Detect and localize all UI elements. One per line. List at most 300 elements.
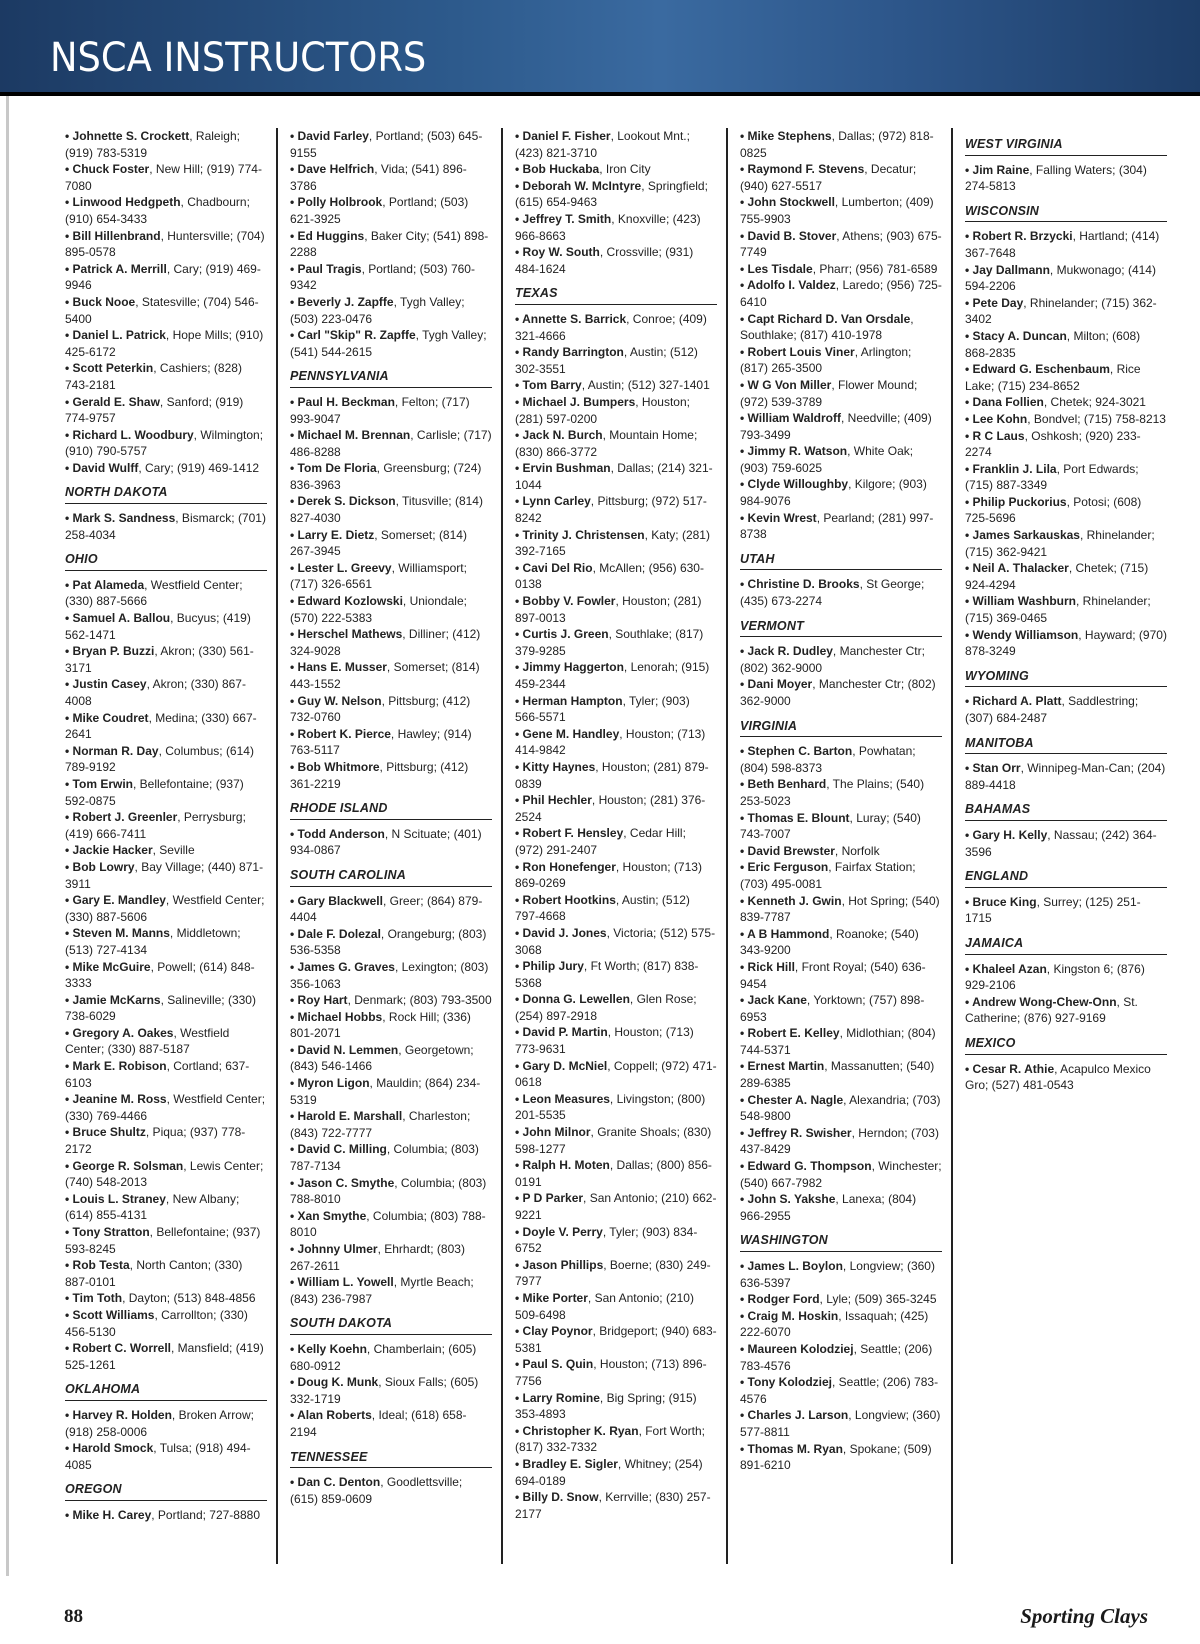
instructor-name: Ron Honefenger <box>522 859 616 874</box>
bullet-icon: • <box>290 993 298 1008</box>
instructor-name: Jeffrey R. Swisher <box>747 1125 852 1140</box>
instructor-entry <box>740 776 942 809</box>
instructor-name: Bob Huckaba <box>522 162 600 177</box>
instructor-location-phone: , Acapulco Mexico Gro; (527) 481-0543 <box>965 1061 1151 1093</box>
instructor-location-phone: , Columbus; (614) 789-9192 <box>65 743 254 775</box>
instructor-name: Linwood Hedgpeth <box>72 195 181 210</box>
instructor-name: Paul H. Beckman <box>297 394 395 409</box>
bullet-icon: • <box>65 677 73 692</box>
bullet-icon: • <box>740 510 748 525</box>
bullet-icon: • <box>515 1158 523 1173</box>
bullet-icon: • <box>515 1025 523 1040</box>
instructor-location-phone: , Perrysburg; (419) 666-7411 <box>65 810 246 841</box>
bullet-icon: • <box>515 1357 523 1372</box>
instructor-location-phone: , Iron City <box>599 162 651 177</box>
bullet-icon: • <box>65 710 73 725</box>
column-divider <box>726 128 728 1564</box>
region-heading: SOUTH CAROLINA <box>290 861 492 887</box>
instructor-location-phone: , Livingston; (800) 201-5535 <box>515 1091 706 1123</box>
instructor-name: Pete Day <box>972 295 1024 310</box>
instructor-entry <box>965 262 1167 295</box>
instructor-location-phone: , New Albany; (614) 855-4131 <box>65 1191 240 1223</box>
instructor-location-phone: , Norfolk <box>834 843 880 858</box>
bullet-icon: • <box>740 477 748 492</box>
instructor-location-phone: , Needville; (409) 793-3499 <box>740 411 932 442</box>
instructor-entry <box>290 759 492 792</box>
bullet-icon: • <box>515 1290 523 1305</box>
instructor-entry <box>290 626 492 659</box>
instructor-location-phone: , Saddlestring; (307) 684-2487 <box>965 694 1139 725</box>
instructor-name: David C. Milling <box>297 1142 387 1157</box>
bullet-icon: • <box>515 461 523 476</box>
bullet-icon: • <box>740 993 748 1008</box>
bullet-icon: • <box>740 1192 748 1207</box>
instructor-name: Raymond F. Stevens <box>747 162 865 177</box>
bullet-icon: • <box>290 926 298 941</box>
bullet-icon: • <box>290 162 298 177</box>
instructor-entry <box>740 926 942 959</box>
instructor-entry <box>515 344 717 377</box>
instructor-location-phone: , Issaquah; (425) 222-6070 <box>740 1308 929 1340</box>
instructor-name: Jay Dallmann <box>972 262 1050 277</box>
instructor-entry <box>65 743 267 776</box>
instructor-entry <box>965 394 1167 411</box>
instructor-location-phone: , Alexandria; (703) 548-9800 <box>740 1092 941 1124</box>
instructor-name: Edward G. Thompson <box>747 1159 872 1174</box>
instructor-location-phone: , Cashiers; (828) 743-2181 <box>65 361 242 392</box>
instructor-entry <box>740 194 942 227</box>
bullet-icon: • <box>965 262 973 277</box>
bullet-icon: • <box>740 677 748 692</box>
region-heading: SOUTH DAKOTA <box>290 1309 492 1335</box>
instructor-location-phone: , Longview; (360) 636-5397 <box>740 1259 935 1290</box>
bullet-icon: • <box>740 377 748 392</box>
instructor-name: John Stockwell <box>747 195 835 210</box>
instructor-name: Harold Smock <box>72 1441 154 1456</box>
bullet-icon: • <box>515 394 523 409</box>
instructor-entry <box>515 427 717 460</box>
instructor-name: Stan Orr <box>972 761 1021 776</box>
instructor-entry <box>290 493 492 526</box>
region-heading: WASHINGTON <box>740 1226 942 1252</box>
instructor-location-phone: , Bondvel; (715) 758-8213 <box>1027 411 1166 426</box>
instructor-location-phone: , Tulsa; (918) 494-4085 <box>65 1441 251 1472</box>
instructor-entry <box>65 1307 267 1340</box>
instructor-location-phone: , Tyler; (903) 834-6752 <box>515 1224 698 1256</box>
instructor-entry <box>65 1407 267 1440</box>
instructor-entry <box>515 991 717 1024</box>
bullet-icon: • <box>65 1258 73 1273</box>
bullet-icon: • <box>740 162 748 177</box>
instructor-name: Neil A. Thalacker <box>972 561 1069 576</box>
bullet-icon: • <box>515 178 523 193</box>
instructor-entry <box>515 726 717 759</box>
bullet-icon: • <box>740 1375 748 1390</box>
instructor-entry <box>740 261 942 278</box>
instructor-entry <box>740 1025 942 1058</box>
instructor-location-phone: , Akron; (330) 561-3171 <box>65 644 254 675</box>
instructor-name: Lester L. Greevy <box>297 560 392 575</box>
instructor-location-phone: , San Antonio; (210) 662-9221 <box>515 1191 717 1222</box>
instructor-location-phone: , Houston; (713) 414-9842 <box>515 726 706 758</box>
instructor-name: Steven M. Manns <box>72 926 170 941</box>
instructor-name: Patrick A. Merrill <box>72 261 167 276</box>
bullet-icon: • <box>290 394 298 409</box>
bullet-icon: • <box>65 893 73 908</box>
instructor-name: William L. Yowell <box>297 1275 394 1290</box>
instructor-entry <box>65 959 267 992</box>
bullet-icon: • <box>515 162 523 177</box>
instructor-entry <box>740 1441 942 1474</box>
instructor-name: Michael M. Brennan <box>297 428 411 443</box>
instructor-entry <box>740 311 942 344</box>
instructor-entry <box>290 161 492 194</box>
instructor-name: David Farley <box>297 129 369 143</box>
bullet-icon: • <box>740 1092 748 1107</box>
instructor-location-phone: , Powhatan; (804) 598-8373 <box>740 744 916 775</box>
instructor-name: Tom Barry <box>522 378 582 393</box>
instructor-location-phone: , Fairfax Station; (703) 495-0081 <box>740 860 916 891</box>
bullet-icon: • <box>290 560 298 575</box>
instructor-name: David B. Stover <box>747 228 837 243</box>
instructor-location-phone: , Raleigh; (919) 783-5319 <box>65 129 240 160</box>
instructor-entry <box>740 1058 942 1091</box>
instructor-location-phone: , Goodlettsville; (615) 859-0609 <box>290 1475 463 1506</box>
instructor-name: Beth Benhard <box>747 777 827 792</box>
instructor-entry <box>515 958 717 991</box>
instructor-name: Lynn Carley <box>522 494 591 509</box>
bullet-icon: • <box>740 278 748 293</box>
instructor-name: Xan Smythe <box>297 1208 367 1223</box>
bullet-icon: • <box>65 859 73 874</box>
instructor-name: Dale F. Dolezal <box>297 926 381 941</box>
instructor-name: A B Hammond <box>747 926 830 941</box>
instructor-location-phone: , Hot Spring; (540) 839-7787 <box>740 893 940 925</box>
bullet-icon: • <box>965 994 973 1009</box>
bullet-icon: • <box>290 1208 298 1223</box>
instructor-name: Tom De Floria <box>297 461 377 476</box>
instructor-location-phone: , Rhinelander; (715) 362-9421 <box>965 528 1155 559</box>
instructor-location-phone: , Kerrville; (830) 257-2177 <box>515 1490 711 1521</box>
bullet-icon: • <box>515 211 523 226</box>
bullet-icon: • <box>65 1125 73 1140</box>
bullet-icon: • <box>965 428 973 443</box>
instructor-entry <box>65 510 267 543</box>
instructor-location-phone: , Portland; (503) 621-3925 <box>290 195 469 226</box>
instructor-name: Clyde Willoughby <box>747 477 849 492</box>
bullet-icon: • <box>290 826 298 841</box>
instructor-entry <box>515 1423 717 1456</box>
bullet-icon: • <box>290 1109 298 1124</box>
instructor-name: Alan Roberts <box>297 1408 372 1423</box>
instructor-entry <box>65 925 267 958</box>
bullet-icon: • <box>740 444 748 459</box>
instructor-entry <box>65 261 267 294</box>
instructor-name: Tony Kolodziej <box>747 1375 832 1390</box>
instructor-entry <box>290 726 492 759</box>
instructor-name: Chester A. Nagle <box>747 1092 844 1107</box>
instructor-location-phone: , Chetek; (715) 924-4294 <box>965 561 1149 592</box>
bullet-icon: • <box>740 1125 748 1140</box>
instructor-name: Jamie McKarns <box>72 992 161 1007</box>
instructor-location-phone: , Somerset; (814) 443-1552 <box>290 660 480 691</box>
instructor-location-phone: , Titusville; (814) 827-4030 <box>290 494 483 526</box>
bullet-icon: • <box>290 129 298 143</box>
instructor-name: Christopher K. Ryan <box>522 1423 639 1438</box>
instructor-location-phone: , Middletown; (513) 727-4134 <box>65 926 241 957</box>
instructor-entry <box>290 394 492 427</box>
instructor-name: Louis L. Straney <box>72 1191 166 1206</box>
bullet-icon: • <box>515 245 523 260</box>
region-heading: UTAH <box>740 545 942 571</box>
bullet-icon: • <box>290 1042 298 1057</box>
bullet-icon: • <box>740 1059 748 1074</box>
instructor-name: Justin Casey <box>72 677 147 692</box>
instructor-name: Jimmy Haggerton <box>522 660 624 675</box>
bullet-icon: • <box>965 827 973 842</box>
instructor-entry <box>290 693 492 726</box>
instructor-entry <box>740 410 942 443</box>
instructor-entry <box>65 360 267 393</box>
instructor-location-phone: , Kingston 6; (876) 929-2106 <box>965 961 1145 993</box>
instructor-name: Charles J. Larson <box>747 1408 849 1423</box>
bullet-icon: • <box>65 577 73 592</box>
instructor-entry <box>65 128 267 161</box>
bullet-icon: • <box>740 926 748 941</box>
instructor-location-phone: , Massanutten; (540) 289-6385 <box>740 1059 935 1091</box>
bullet-icon: • <box>965 162 973 177</box>
instructor-name: Rodger Ford <box>747 1292 820 1307</box>
bullet-icon: • <box>65 1441 73 1456</box>
instructor-name: Ed Huggins <box>297 228 365 243</box>
instructor-location-phone: , Mountain Home; (830) 866-3772 <box>515 428 698 459</box>
instructor-name: W G Von Miller <box>747 377 832 392</box>
instructor-location-phone: , Midlothian; (804) 744-5371 <box>740 1026 936 1057</box>
bullet-icon: • <box>290 1242 298 1256</box>
region-heading: MEXICO <box>965 1029 1167 1055</box>
bullet-icon: • <box>515 627 523 642</box>
instructor-name: Ernest Martin <box>747 1059 825 1074</box>
instructor-location-phone: , Rhinelander; (715) 369-0465 <box>965 594 1151 626</box>
instructor-location-phone: , Medina; (330) 667-2641 <box>65 710 257 742</box>
bullet-icon: • <box>290 1076 298 1091</box>
instructor-name: George R. Solsman <box>72 1158 184 1173</box>
bullet-icon: • <box>515 1058 523 1073</box>
instructor-entry <box>65 676 267 709</box>
instructor-entry <box>515 1356 717 1389</box>
instructor-name: David N. Lemmen <box>297 1042 399 1057</box>
bullet-icon: • <box>740 411 748 426</box>
instructor-name: Maureen Kolodziej <box>747 1341 854 1356</box>
instructor-name: Robert Louis Viner <box>747 344 855 359</box>
instructor-location-phone: , Houston; (281) 879-0839 <box>515 759 709 791</box>
instructor-entry <box>515 211 717 244</box>
instructor-name: Thomas M. Ryan <box>747 1441 843 1456</box>
bullet-icon: • <box>740 1292 748 1307</box>
instructor-entry <box>515 493 717 526</box>
instructor-location-phone: , San Antonio; (210) 509-6498 <box>515 1290 694 1322</box>
instructor-entry <box>290 527 492 560</box>
instructor-entry <box>515 1058 717 1091</box>
instructor-location-phone: , Athens; (903) 675-7749 <box>740 228 942 260</box>
instructor-location-phone: , Chetek; 924-3021 <box>1043 395 1146 410</box>
instructor-location-phone: , Bellefontaine; (937) 592-0875 <box>65 776 244 808</box>
instructor-name: Jeffrey T. Smith <box>522 211 612 226</box>
bullet-icon: • <box>515 826 523 841</box>
instructor-name: Phil Hechler <box>522 793 592 808</box>
instructor-entry <box>515 859 717 892</box>
instructor-entry <box>290 1075 492 1108</box>
bullet-icon: • <box>515 1423 523 1438</box>
bullet-icon: • <box>515 1490 523 1505</box>
instructor-location-phone: , Dayton; (513) 848-4856 <box>122 1291 256 1306</box>
bullet-icon: • <box>290 294 298 309</box>
instructor-location-phone: , Portland; (503) 760-9342 <box>290 261 475 293</box>
instructor-name: Polly Holbrook <box>297 195 383 210</box>
bullet-icon: • <box>290 1175 298 1190</box>
bullet-icon: • <box>515 1091 523 1106</box>
instructor-name: Jim Raine <box>972 162 1030 177</box>
instructor-entry <box>965 361 1167 394</box>
instructor-name: James L. Boylon <box>747 1259 843 1273</box>
bullet-icon: • <box>290 1475 298 1490</box>
instructor-name: Roy W. South <box>522 245 600 260</box>
instructor-name: Harold E. Marshall <box>297 1109 403 1124</box>
instructor-name: Bruce King <box>972 894 1037 909</box>
instructor-name: Robert Hootkins <box>522 892 616 907</box>
instructor-name: Stacy A. Duncan <box>972 328 1067 343</box>
bullet-icon: • <box>65 511 73 526</box>
instructor-location-phone: , Greer; (864) 879-4404 <box>290 893 483 925</box>
instructor-location-phone: , Nassau; (242) 364-3596 <box>965 827 1157 859</box>
instructor-entry <box>290 294 492 327</box>
instructor-name: David Brewster <box>747 843 835 858</box>
region-heading: WYOMING <box>965 662 1167 688</box>
instructor-entry <box>290 593 492 626</box>
instructor-name: Bobby V. Fowler <box>522 594 616 609</box>
bullet-icon: • <box>65 162 73 177</box>
instructor-entry <box>65 842 267 859</box>
instructor-entry <box>740 1374 942 1407</box>
bullet-icon: • <box>965 594 973 609</box>
bullet-icon: • <box>965 528 973 543</box>
instructor-location-phone: , Surrey; (125) 251-1715 <box>965 894 1141 926</box>
instructor-location-phone: , Austin; (512) 797-4668 <box>515 892 690 924</box>
instructor-location-phone: , North Canton; (330) 887-0101 <box>65 1258 243 1289</box>
bullet-icon: • <box>290 627 298 642</box>
instructor-entry <box>740 643 942 676</box>
instructor-location-phone: , St George; (435) 673-2274 <box>740 577 925 609</box>
instructor-entry <box>65 710 267 743</box>
instructor-name: Randy Barrington <box>522 345 624 360</box>
bullet-icon: • <box>65 1507 73 1522</box>
instructor-name: Robert K. Pierce <box>297 726 391 741</box>
bullet-icon: • <box>965 229 973 244</box>
bullet-icon: • <box>515 892 523 907</box>
instructor-entry <box>290 1141 492 1174</box>
instructor-name: Harvey R. Holden <box>72 1407 172 1422</box>
instructor-entry <box>515 626 717 659</box>
instructor-entry <box>290 460 492 493</box>
instructor-name: Robert E. Kelley <box>747 1026 840 1041</box>
instructor-location-phone: , Carlisle; (717) 486-8288 <box>290 428 492 459</box>
instructor-name: Robert C. Worrell <box>72 1341 172 1356</box>
instructor-name: Bryan P. Buzzi <box>72 644 155 659</box>
instructor-location-phone: , Charleston; (843) 722-7777 <box>290 1109 471 1140</box>
instructor-entry <box>515 1224 717 1257</box>
instructor-location-phone: , Houston; (281) 376-2524 <box>515 793 706 824</box>
instructor-location-phone: , Conroe; (409) 321-4666 <box>515 311 707 343</box>
region-heading: MANITOBA <box>965 729 1167 755</box>
instructor-entry <box>740 277 942 310</box>
bullet-icon: • <box>515 129 523 143</box>
instructor-entry <box>740 1341 942 1374</box>
instructor-location-phone: , Hartland; (414) 367-7648 <box>965 229 1160 260</box>
instructor-name: Rob Testa <box>72 1258 130 1273</box>
instructor-location-phone: , Glen Rose; (254) 897-2918 <box>515 992 697 1023</box>
instructor-name: Gregory A. Oakes <box>72 1025 174 1040</box>
instructor-entry <box>65 427 267 460</box>
instructor-name: Kitty Haynes <box>522 759 596 774</box>
bullet-icon: • <box>740 228 748 243</box>
instructor-location-phone: , Myrtle Beach; (843) 236-7987 <box>290 1275 474 1306</box>
instructor-entry <box>65 294 267 327</box>
bullet-icon: • <box>65 1191 73 1206</box>
instructor-location-phone: , Denmark; (803) 793-3500 <box>347 993 492 1008</box>
instructor-name: Pat Alameda <box>72 577 145 592</box>
bullet-icon: • <box>515 992 523 1007</box>
bullet-icon: • <box>65 611 73 626</box>
bullet-icon: • <box>965 461 973 476</box>
bullet-icon: • <box>740 577 748 592</box>
bullet-icon: • <box>65 1307 73 1322</box>
instructor-name: Tom Erwin <box>72 776 133 791</box>
directory-column-1 <box>65 128 267 1524</box>
instructor-location-phone: , Seattle; (206) 783-4576 <box>740 1341 933 1373</box>
instructor-name: Bradley E. Sigler <box>522 1456 618 1471</box>
instructor-entry <box>65 394 267 427</box>
instructor-entry <box>965 627 1167 660</box>
instructor-entry <box>740 443 942 476</box>
instructor-name: Robert J. Greenler <box>72 810 178 825</box>
instructor-entry <box>515 693 717 726</box>
instructor-location-phone: , Arlington; (817) 265-3500 <box>740 344 912 376</box>
instructor-name: Cavi Del Rio <box>522 560 593 575</box>
instructor-entry <box>515 1489 717 1522</box>
instructor-name: Christine D. Brooks <box>747 577 860 592</box>
instructor-location-phone: , Greensburg; (724) 836-3963 <box>290 461 482 492</box>
instructor-location-phone: , Ehrhardt; (803) 267-2611 <box>290 1242 465 1273</box>
bullet-icon: • <box>290 261 298 276</box>
instructor-name: Jack R. Dudley <box>747 644 833 659</box>
instructor-location-phone: , Dallas; (800) 856-0191 <box>515 1158 712 1189</box>
bullet-icon: • <box>65 427 73 442</box>
instructor-name: Bob Whitmore <box>297 759 380 774</box>
instructor-location-phone: , Herndon; (703) 437-8429 <box>740 1125 939 1157</box>
instructor-name: Wendy Williamson <box>972 627 1079 642</box>
instructor-entry <box>290 1407 492 1440</box>
instructor-location-phone: , Austin; (512) 327-1401 <box>581 378 710 393</box>
instructor-location-phone: , Manchester Ctr; (802) 362-9000 <box>740 644 925 675</box>
instructor-location-phone: , Roanoke; (540) 343-9200 <box>740 926 919 958</box>
instructor-location-phone: , Katy; (281) 392-7165 <box>515 527 710 559</box>
instructor-entry <box>515 892 717 925</box>
instructor-entry <box>65 577 267 610</box>
instructor-name: Rick Hill <box>747 959 795 974</box>
instructor-name: Mike H. Carey <box>72 1507 152 1522</box>
instructor-location-phone: , Potosi; (608) 725-5696 <box>965 494 1142 526</box>
instructor-entry <box>65 1340 267 1373</box>
